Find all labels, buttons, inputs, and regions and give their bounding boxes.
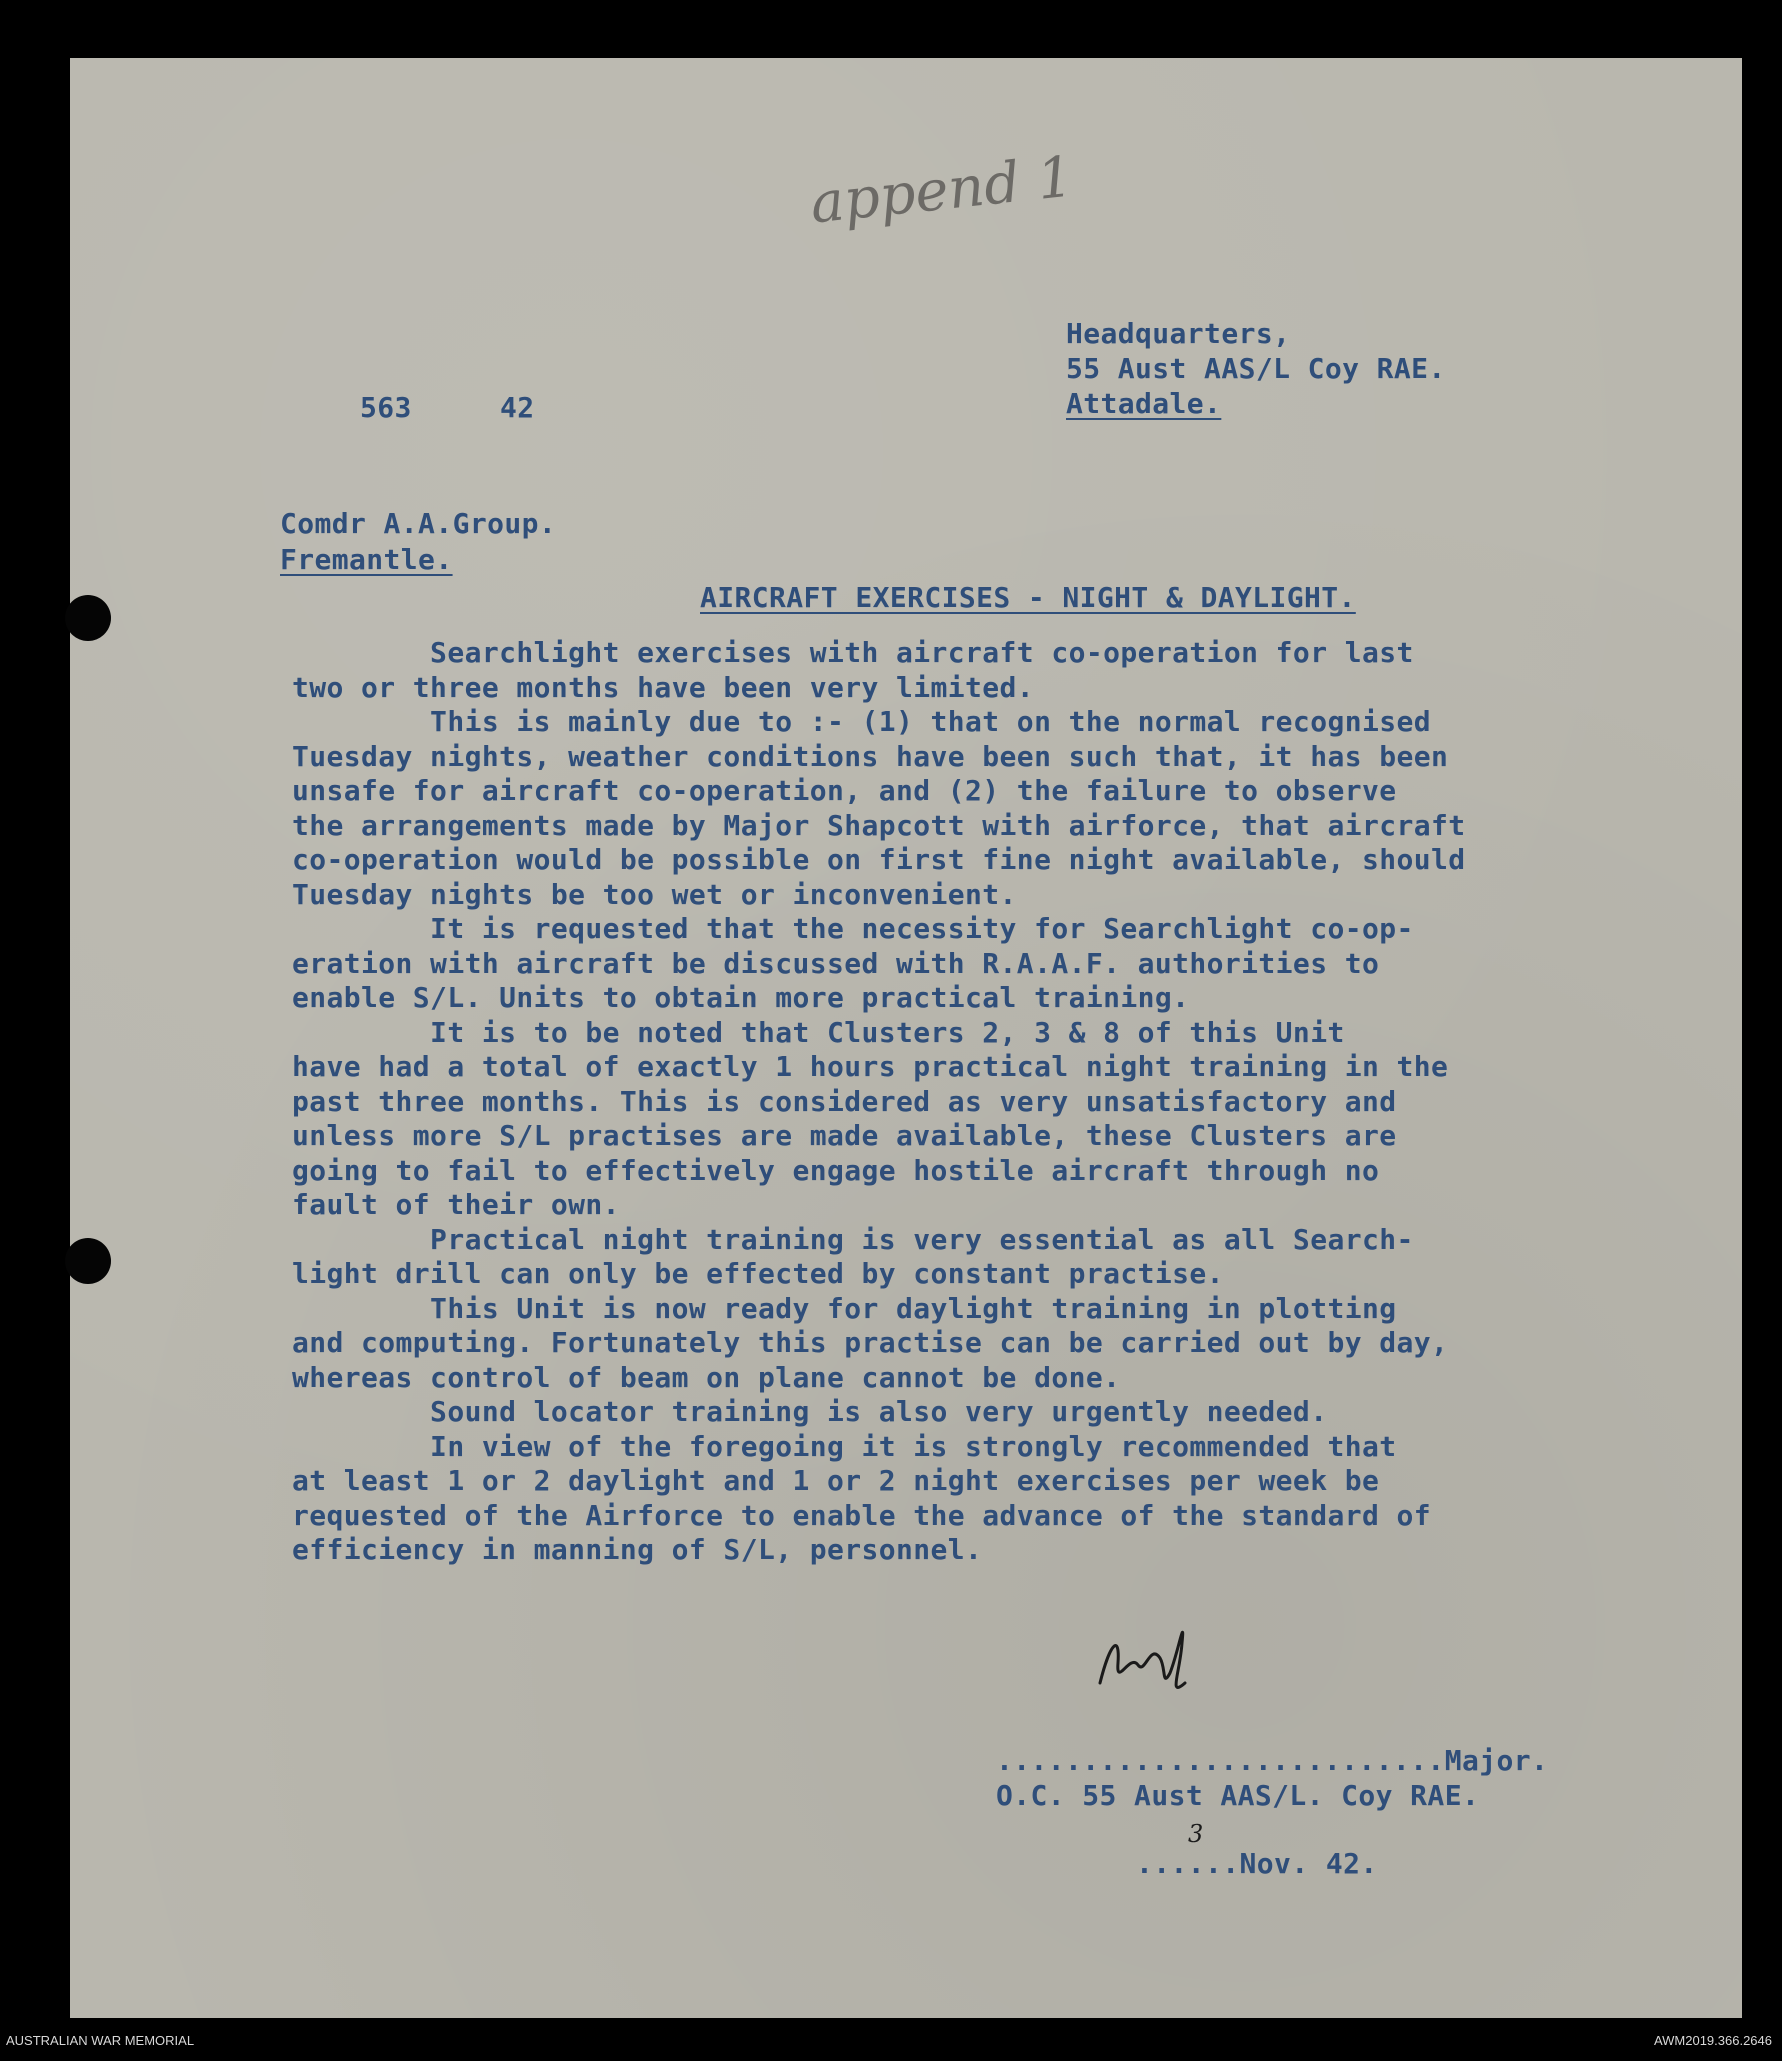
handwritten-signature xyxy=(1090,1603,1220,1713)
date-line: ......Nov. 42. xyxy=(1136,1847,1378,1880)
body-line: In view of the foregoing it is strongly recommended that xyxy=(292,1429,1397,1463)
body-line: eration with aircraft be discussed with R.A.A.F. authorities to xyxy=(292,946,1380,980)
body-line: This Unit is now ready for daylight training in plotting xyxy=(292,1291,1397,1325)
body-line: two or three months have been very limited. xyxy=(292,670,1035,704)
subject-heading: AIRCRAFT EXERCISES - NIGHT & DAYLIGHT. xyxy=(700,581,1356,614)
body-line: past three months. This is considered as very unsatisfactory and xyxy=(292,1084,1397,1118)
body-line: and computing. Fortunately this practise can be carried out by day, xyxy=(292,1326,1449,1359)
reference-number: 563 xyxy=(360,391,412,424)
signature-line: ..........................Major. xyxy=(996,1744,1549,1777)
body-line: Searchlight exercises with aircraft co-operation for last xyxy=(292,636,1414,669)
body-line: going to fail to effectively engage hostile aircraft through no xyxy=(292,1153,1380,1187)
handwritten-annotation: append 1 xyxy=(807,144,1077,237)
footer-accession-number: AWM2019.366.2646 xyxy=(1653,2033,1772,2048)
body-line: the arrangements made by Major Shapcott with airforce, that aircraft xyxy=(292,808,1466,842)
body-line: unsafe for aircraft co-operation, and (2) the failure to observe xyxy=(292,774,1397,807)
addressee-line-1: Comdr A.A.Group. xyxy=(280,507,557,540)
header-line-1: Headquarters, xyxy=(1066,317,1291,350)
document-page xyxy=(70,58,1742,2018)
letter-body xyxy=(292,636,1466,1568)
punch-hole xyxy=(65,595,111,641)
addressee-line-2: Fremantle. xyxy=(280,543,453,576)
body-line: co-operation would be possible on first fine night available, should xyxy=(292,843,1466,876)
body-line: requested of the Airforce to enable the advance of the standard of xyxy=(292,1498,1431,1532)
reference-year: 42 xyxy=(500,391,535,424)
body-line: enable S/L. Units to obtain more practical training. xyxy=(292,981,1190,1014)
body-line: It is requested that the necessity for Searchlight co-op- xyxy=(292,912,1414,945)
header-line-2: 55 Aust AAS/L Coy RAE. xyxy=(1066,352,1446,385)
body-line: It is to be noted that Clusters 2, 3 & 8 of this Unit xyxy=(292,1015,1345,1049)
date-day: 3 xyxy=(1188,1820,1204,1848)
header-line-3: Attadale. xyxy=(1066,387,1222,420)
body-line: whereas control of beam on plane cannot be done. xyxy=(292,1360,1121,1394)
punch-hole xyxy=(65,1238,111,1284)
body-line: efficiency in manning of S/L, personnel. xyxy=(292,1533,983,1566)
footer-archive-name: AUSTRALIAN WAR MEMORIAL xyxy=(6,2033,195,2048)
body-line: Tuesday nights be too wet or inconvenient. xyxy=(292,877,1017,911)
body-line: This is mainly due to :- (1) that on the normal recognised xyxy=(292,705,1431,738)
body-line: at least 1 or 2 daylight and 1 or 2 night exercises per week be xyxy=(292,1464,1380,1497)
body-line: unless more S/L practises are made available, these Clusters are xyxy=(292,1119,1397,1152)
body-line: have had a total of exactly 1 hours practical night training in the xyxy=(292,1050,1449,1083)
body-line: Practical night training is very essential as all Search- xyxy=(292,1222,1414,1256)
body-line: fault of their own. xyxy=(292,1188,620,1221)
signatory-title: O.C. 55 Aust AAS/L. Coy RAE. xyxy=(996,1779,1480,1812)
body-line: Sound locator training is also very urgently needed. xyxy=(292,1395,1328,1428)
body-line: Tuesday nights, weather conditions have been such that, it has been xyxy=(292,739,1449,773)
body-line: light drill can only be effected by constant practise. xyxy=(292,1257,1224,1290)
